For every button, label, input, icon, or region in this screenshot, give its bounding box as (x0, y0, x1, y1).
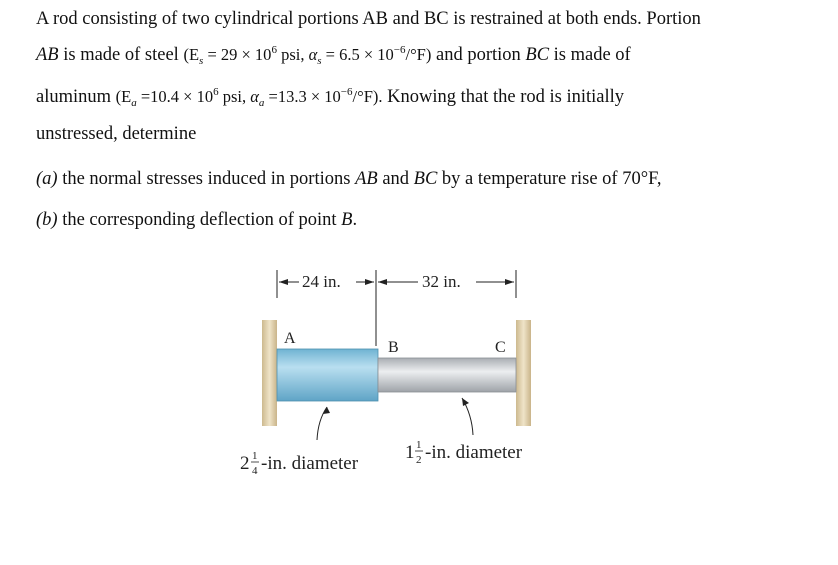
point-c-label: C (495, 339, 506, 356)
ea-open: (E (115, 87, 132, 106)
point-b-label: B (388, 339, 399, 356)
diam-bc-numerator: 1 (416, 439, 422, 451)
diam-bc-text: -in. diameter (425, 442, 523, 463)
dimension-ab-label: 24 in. (302, 272, 341, 291)
problem-line-4: unstressed, determine (36, 124, 197, 144)
part-a-text-1: the normal stresses induced in portions (57, 169, 356, 189)
part-b-text-1: the corresponding deflection of point (57, 210, 342, 230)
part-b-text-2: . (352, 210, 358, 230)
es-unit: psi, (276, 45, 309, 64)
problem-line-1: A rod consisting of two cylindrical portions AB and BC is restrained at both ends. Portion (36, 9, 701, 29)
ea-exponent: 6 (213, 86, 219, 98)
es-value: = 29 × 10 (203, 45, 272, 64)
alpha-s-symbol: α (308, 45, 318, 64)
alpha-a-value: =13.3 × 10 (264, 87, 341, 106)
ea-unit: psi, (218, 87, 251, 106)
portion-bc-label: BC (525, 45, 550, 65)
alpha-a-unit: /°F). (352, 87, 383, 106)
point-a-label: A (284, 330, 296, 347)
ea-value: =10.4 × 10 (136, 87, 214, 106)
part-a-label: (a) (36, 169, 58, 189)
ea-subscript: a (131, 97, 137, 109)
steel-portion-ab (277, 349, 378, 401)
part-a-ab: AB (355, 169, 378, 189)
diameter-ab-label (240, 450, 359, 477)
alpha-s-unit: /°F) (405, 45, 432, 64)
part-b-label: (b) (36, 210, 58, 230)
es-subscript: s (199, 55, 204, 67)
alpha-s-value: = 6.5 × 10 (321, 45, 394, 64)
diam-ab-whole: 2 (240, 453, 250, 474)
diam-ab-text: -in. diameter (261, 453, 359, 474)
part-b-point: B (341, 210, 353, 230)
text-made-of: is made of (549, 45, 631, 65)
part-a-text-2: and (377, 169, 414, 189)
text-and-portion: and portion (431, 45, 526, 65)
alpha-s-subscript: s (317, 55, 322, 67)
left-wall (262, 320, 277, 426)
diameter-bc-label (405, 439, 523, 466)
alpha-a-subscript: a (258, 97, 265, 109)
text-knowing: Knowing that the rod is initially (382, 87, 625, 107)
portion-ab-label: AB (36, 45, 59, 65)
es-open: (E (183, 45, 200, 64)
alpha-a-symbol: α (250, 87, 259, 106)
diam-bc-denominator: 2 (416, 454, 422, 466)
right-wall (516, 320, 531, 426)
diam-ab-numerator: 1 (252, 450, 258, 462)
text-aluminum: aluminum (36, 87, 116, 107)
leader-ab-arrowhead (323, 407, 330, 414)
part-a-text-3: by a temperature rise of 70°F, (437, 169, 662, 189)
diam-ab-denominator: 4 (252, 465, 258, 477)
dimension-bc-label: 32 in. (422, 272, 461, 291)
alpha-a-exponent: −6 (340, 86, 353, 98)
part-a-bc: BC (413, 169, 438, 189)
aluminum-portion-bc (378, 358, 516, 392)
alpha-s-exponent: −6 (393, 44, 406, 56)
text-is-made: is made of steel (58, 45, 184, 65)
es-exponent: 6 (271, 44, 277, 56)
diam-bc-whole: 1 (405, 442, 415, 463)
